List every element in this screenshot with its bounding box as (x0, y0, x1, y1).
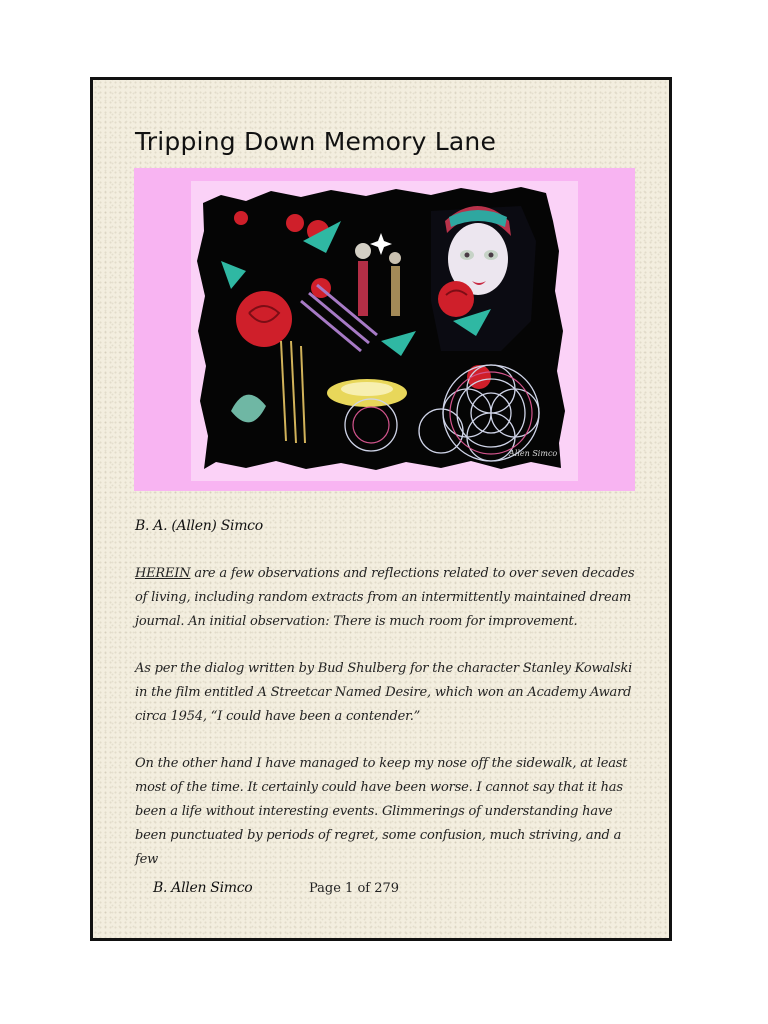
footer-author: B. Allen Simco (153, 880, 253, 896)
paragraph-1 (135, 562, 635, 634)
page-number: Page 1 of 279 (309, 881, 400, 896)
artwork-image (191, 181, 578, 481)
artwork-frame (134, 168, 635, 491)
document-page (90, 77, 672, 941)
artwork-mat (191, 181, 578, 481)
artwork-signature: Allen Simco (509, 449, 558, 458)
paragraph-3: On the other hand I have managed to keep my nose off the sidewalk, at least most of the time. It certainly could have been worse. I cannot say that it has been a life without interesting events. Glimmerings of understanding have been punctuated by periods of regret, some confusion, much striving, and a few (135, 756, 628, 867)
paragraph-2: As per the dialog written by Bud Shulberg for the character Stanley Kowalski in the film entitled A Streetcar Named Desire, which won an Academy Award circa 1954, “I could have been a contender.” (135, 661, 633, 724)
paragraph-1-text: are a few observations and reflections related to over seven decades of living, including random extracts from an intermittently maintained dream journal. An initial observation: There is much room for improvement. (135, 566, 635, 629)
paragraph-1-lead: HEREIN (135, 566, 191, 581)
author-byline: B. A. (Allen) Simco (135, 518, 263, 534)
page-title: Tripping Down Memory Lane (135, 127, 497, 156)
